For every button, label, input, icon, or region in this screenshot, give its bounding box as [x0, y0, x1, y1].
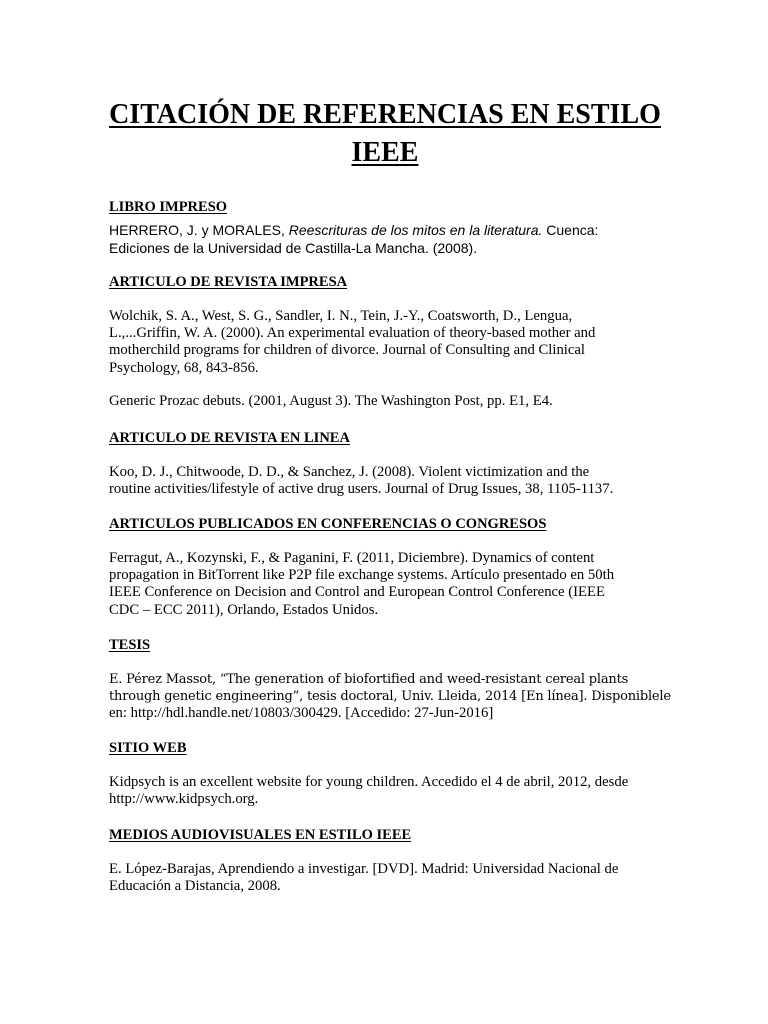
- ref-revista-linea-line: Koo, D. J., Chitwoode, D. D., & Sanchez, J. (2008). Violent victimization and the: [109, 464, 590, 480]
- ref-libro-impreso: [109, 222, 665, 257]
- heading-libro-impreso: LIBRO IMPRESO: [109, 199, 228, 215]
- ref-audiovisuales: [109, 861, 665, 895]
- heading-revista-impresa: ARTICULO DE REVISTA IMPRESA: [109, 274, 348, 290]
- ref-tesis-line: E. Pérez Massot, “The generation of biofortified and weed-resistant cereal plants: [109, 672, 629, 687]
- ref-revista-impresa-1: [109, 308, 665, 377]
- ref-conferencias-line: IEEE Conference on Decision and Control and European Control Conference (IEEE: [109, 584, 605, 601]
- ref-revista-linea-line: routine activities/lifestyle of active drug users. Journal of Drug Issues, 38, 1105-1137.: [109, 481, 614, 498]
- document-title: [109, 96, 661, 172]
- ref-libro-title: Reescrituras de los mitos en la literatura.: [288, 222, 543, 238]
- title-line-2: IEEE: [351, 137, 419, 168]
- title-line-1: CITACIÓN DE REFERENCIAS EN ESTILO: [109, 99, 661, 130]
- heading-revista-en-linea: ARTICULO DE REVISTA EN LINEA: [109, 430, 350, 446]
- heading-sitio-web: SITIO WEB: [109, 740, 187, 756]
- ref-revista-en-linea: [109, 464, 665, 498]
- ref-sitio-web: [109, 774, 665, 808]
- heading-audiovisuales: MEDIOS AUDIOVISUALES EN ESTILO IEEE: [109, 827, 412, 843]
- ref-conferencias-line: propagation in BitTorrent like P2P file exchange systems. Artículo presentado en 50th: [109, 567, 615, 584]
- ref-revista-impresa-1-line: motherchild programs for children of divorce. Journal of Consulting and Clinical: [109, 342, 586, 359]
- ref-libro-line-1: [109, 222, 665, 240]
- ref-audiovisuales-line: Educación a Distancia, 2008.: [109, 878, 281, 895]
- ref-conferencias-line: CDC – ECC 2011), Orlando, Estados Unidos.: [109, 601, 379, 618]
- heading-tesis: TESIS: [109, 637, 151, 653]
- ref-conferencias-line: Ferragut, A., Kozynski, F., & Paganini, F. (2011, Diciembre). Dynamics of content: [109, 550, 595, 566]
- ref-tesis-line: through genetic engineering”, tesis doctoral, Univ. Lleida, 2014 [En línea]. Disponiblele: [109, 689, 671, 705]
- ref-libro-authors: HERRERO, J. y MORALES,: [109, 222, 289, 238]
- ref-revista-impresa-1-line: L.,...Griffin, W. A. (2000). An experimental evaluation of theory-based mother and: [109, 325, 596, 342]
- ref-audiovisuales-line: E. López-Barajas, Aprendiendo a investigar. [DVD]. Madrid: Universidad Nacional de: [109, 861, 619, 877]
- ref-sitio-web-line: http://www.kidpsych.org.: [109, 791, 259, 808]
- heading-conferencias: ARTICULOS PUBLICADOS EN CONFERENCIAS O CONGRESOS: [109, 516, 547, 532]
- ref-sitio-web-line: Kidpsych is an excellent website for young children. Accedido el 4 de abril, 2012, desde: [109, 774, 629, 790]
- ref-tesis: [109, 671, 671, 723]
- ref-libro-place: Cuenca:: [542, 222, 599, 238]
- ref-revista-impresa-2: Generic Prozac debuts. (2001, August 3). The Washington Post, pp. E1, E4.: [109, 393, 553, 409]
- ref-conferencias: [109, 550, 665, 619]
- ref-revista-impresa-1-line: Wolchik, S. A., West, S. G., Sandler, I. N., Tein, J.-Y., Coatsworth, D., Lengua,: [109, 308, 573, 324]
- ref-revista-impresa-1-line: Psychology, 68, 843-856.: [109, 359, 259, 376]
- ref-libro-line-2: Ediciones de la Universidad de Castilla-La Mancha. (2008).: [109, 239, 478, 256]
- ref-tesis-line: en: http://hdl.handle.net/10803/300429. [Accedido: 27-Jun-2016]: [109, 705, 494, 722]
